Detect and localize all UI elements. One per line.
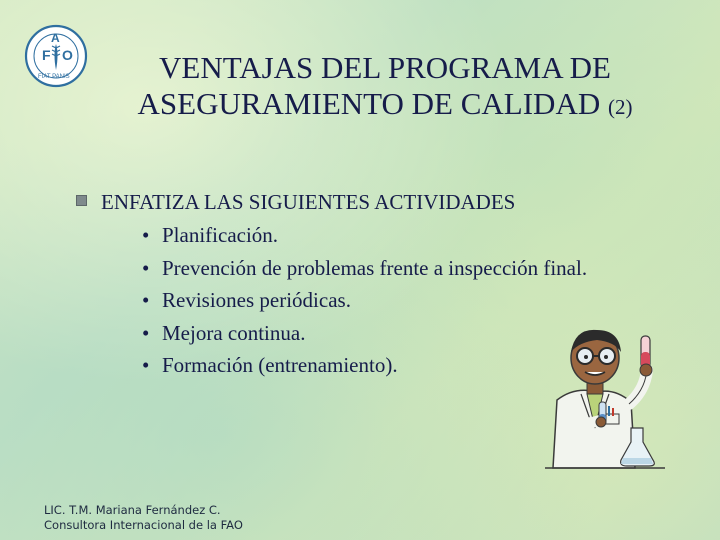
section-heading: ENFATIZA LAS SIGUIENTES ACTIVIDADES: [101, 190, 516, 214]
bullet-dot-icon: •: [142, 288, 150, 312]
bullet-text: Revisiones periódicas.: [162, 288, 351, 312]
bullet-text: Mejora continua.: [162, 320, 306, 345]
title-line-1: VENTAJAS DEL PROGRAMA DE: [159, 50, 611, 85]
section-heading-row: [74, 190, 634, 215]
slide-title: [100, 50, 670, 125]
footer-role: Consultora Internacional de la FAO: [44, 518, 243, 532]
logo-motto: FIAT PANIS: [38, 74, 70, 80]
square-bullet-icon: [76, 195, 87, 206]
scientist-icon: [535, 318, 670, 473]
list-item: [142, 286, 634, 315]
title-line-2-text: ASEGURAMIENTO DE CALIDAD: [137, 86, 601, 121]
title-line-2: [100, 86, 670, 125]
footer-author: LIC. T.M. Mariana Fernández C.: [44, 503, 221, 517]
bullet-dot-icon: •: [142, 223, 150, 247]
bullet-dot-icon: •: [142, 255, 150, 280]
list-item: [142, 254, 634, 283]
fao-logo: [24, 24, 88, 88]
bullet-dot-icon: •: [142, 320, 150, 345]
footer: [44, 503, 243, 533]
bullet-text: Formación (entrenamiento).: [162, 353, 398, 377]
bullet-dot-icon: •: [142, 353, 150, 377]
bullet-text: Planificación.: [162, 223, 279, 247]
list-item: [142, 221, 634, 250]
logo-letter-f: F: [42, 47, 51, 63]
title-number: (2): [607, 95, 633, 119]
bullet-text: Prevención de problemas frente a inspección final.: [162, 255, 588, 280]
logo-letter-o: O: [62, 47, 73, 63]
logo-letter-a: A: [51, 31, 60, 45]
